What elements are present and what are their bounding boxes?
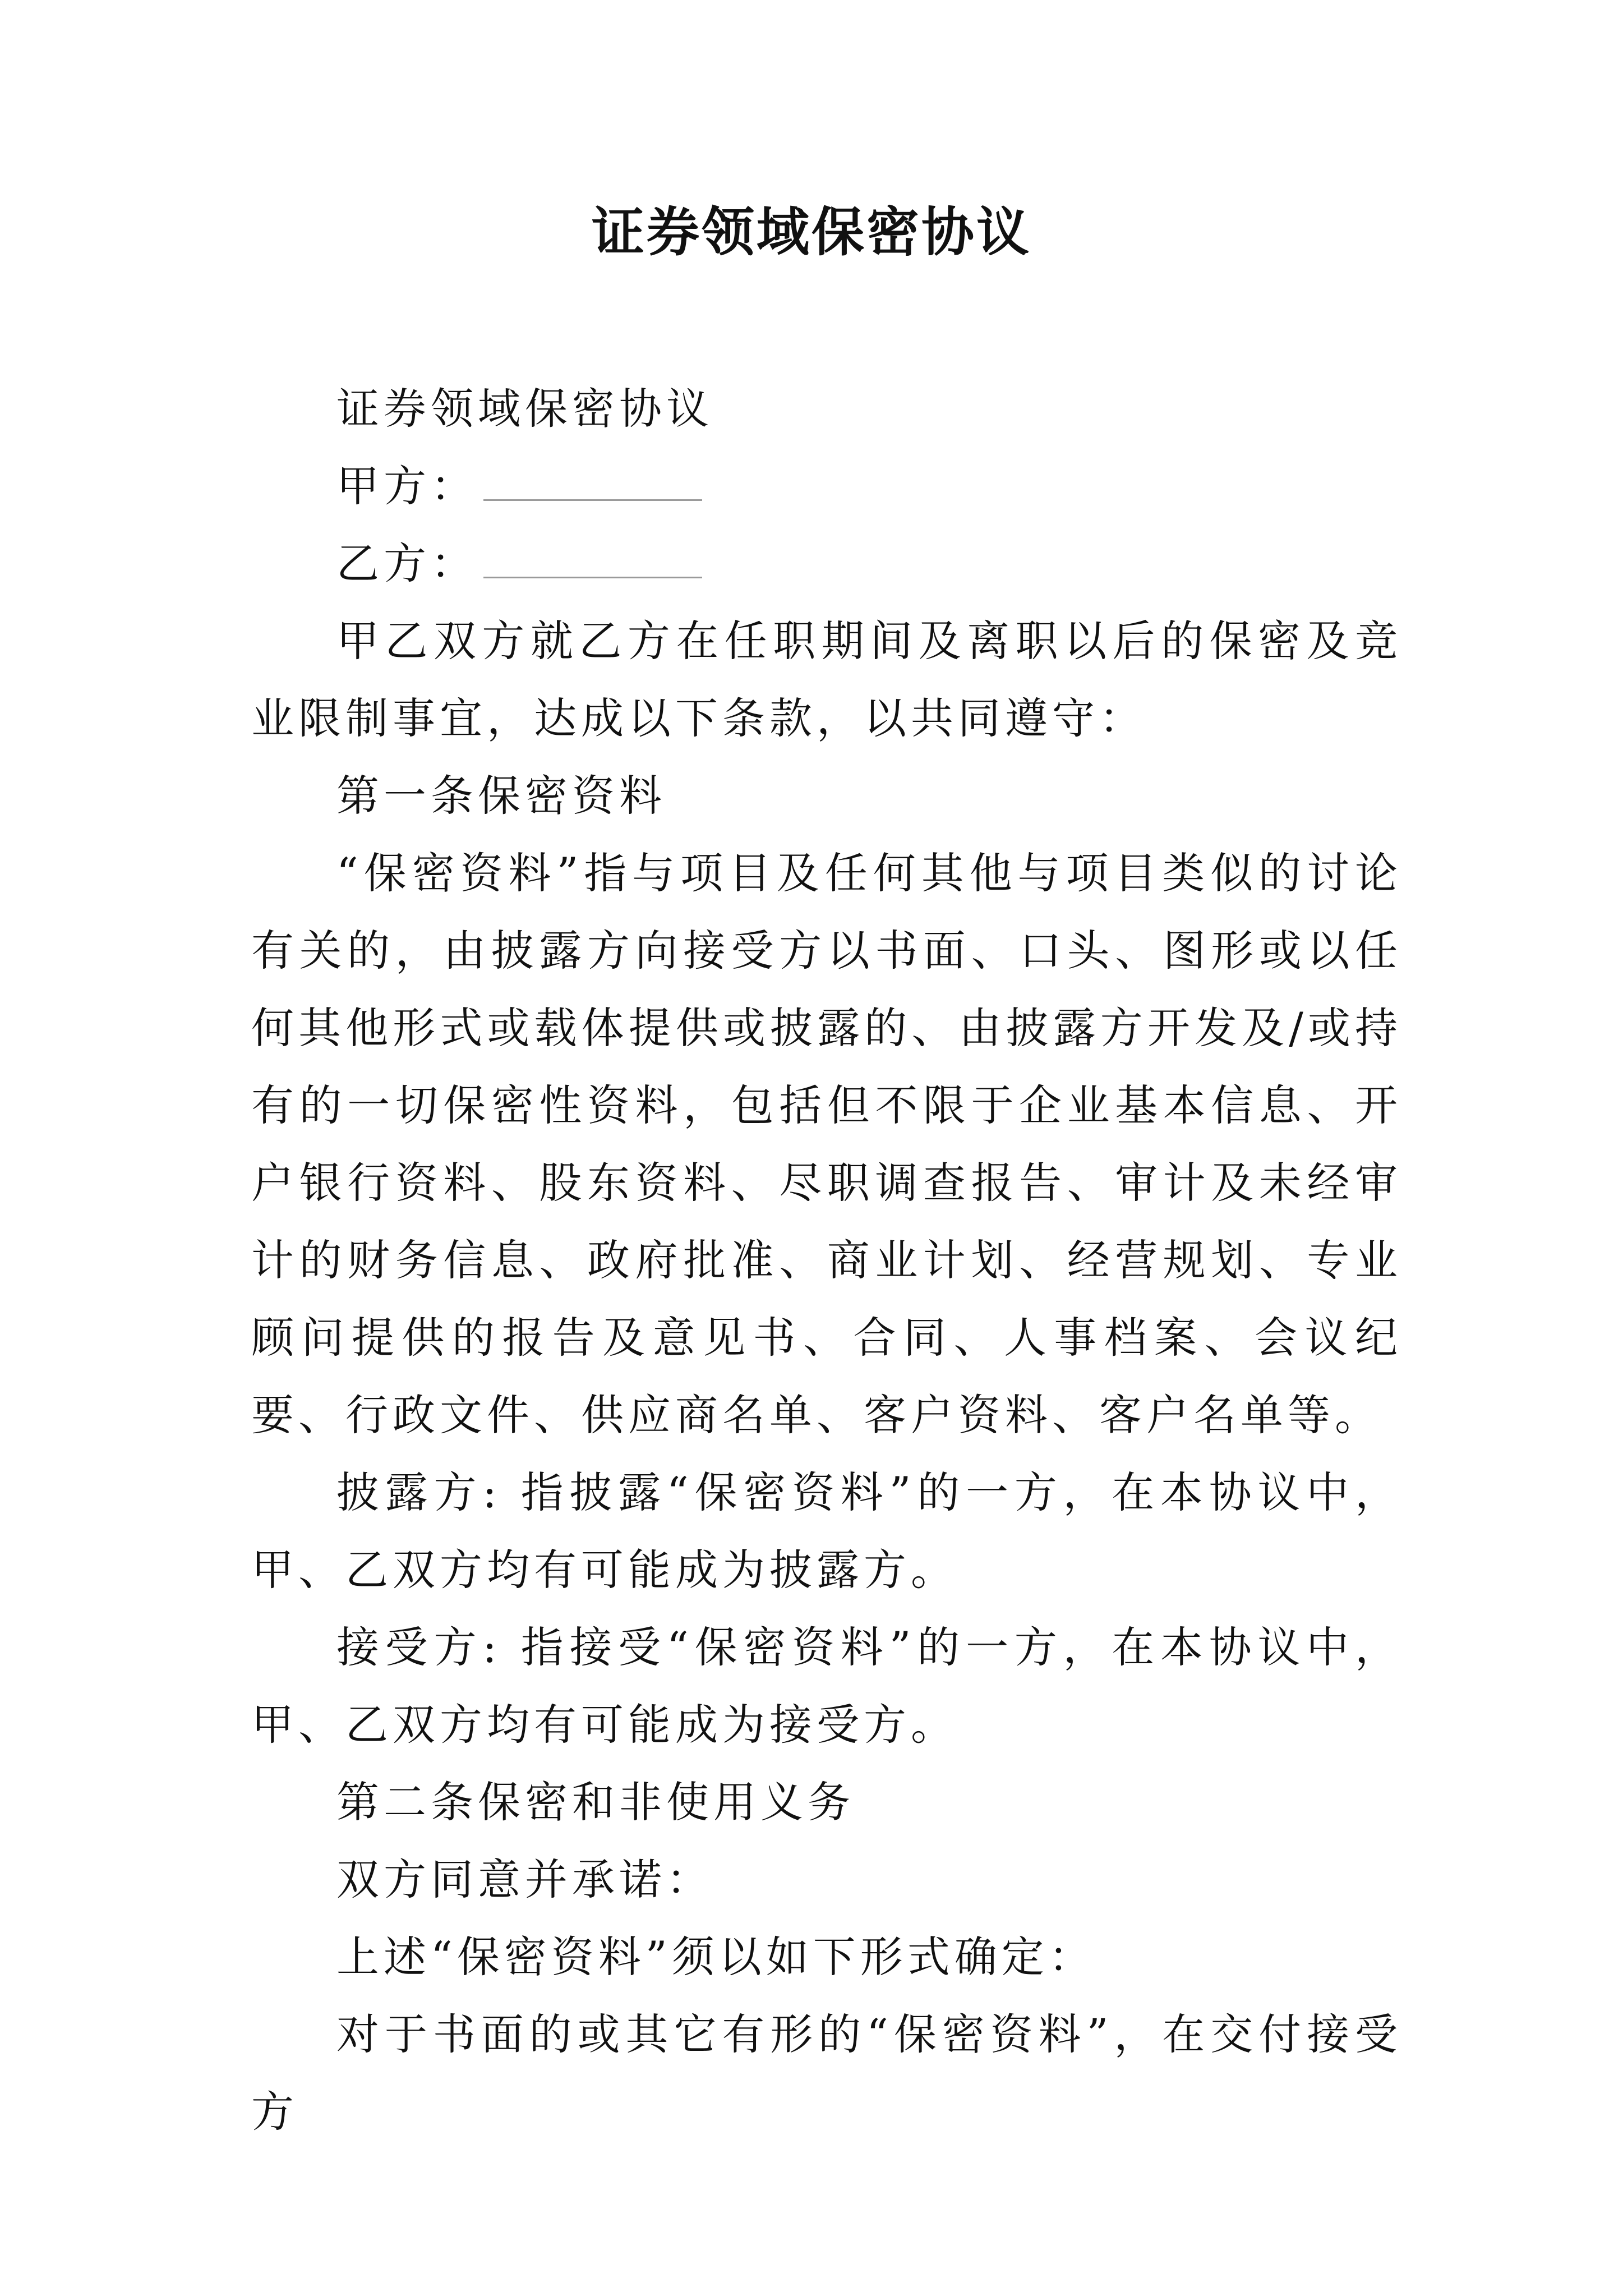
- document-title: 证券领域保密协议: [591, 202, 1031, 263]
- discloser-definition: 披露方: 指披露“保密资料”的一方，在本协议中，甲、乙双方均有可能成为披露方。: [251, 1467, 1402, 1595]
- party-b-line: [251, 525, 1402, 602]
- party-a-line: [251, 448, 1402, 525]
- agreement-line: 双方同意并承诺：: [336, 1855, 713, 1904]
- subtitle-line: 证券领域保密协议: [336, 384, 713, 434]
- confidential-definition: “保密资料”指与项目及任何其他与项目类似的讨论有关的，由披露方向接受方以书面、口头、图形或以任何其他形式或载体提供或披露的、由披露方开发及/或持有的一切保密性资料，包括但不限于企业基本信息、开户银行资料、股东资料、尽职调查报告、审计及未经审计的财务信息、政府批准、商业计划、经营规划、专业顾问提供的报告及意见书、合同、人事档案、会议纪要、行政文件、供应商名单、客户资料、客户名单等。: [251, 848, 1402, 1440]
- forms-line: 上述“保密资料”须以如下形式确定：: [336, 1932, 1096, 1982]
- party-a-blank: [483, 454, 702, 501]
- party-b-blank: [483, 532, 702, 578]
- article-1-heading: 第一条保密资料: [336, 771, 666, 821]
- intro-paragraph: 甲乙双方就乙方在任职期间及离职以后的保密及竞业限制事宜，达成以下条款，以共同遵守：: [251, 616, 1402, 743]
- recipient-definition: 接受方: 指接受“保密资料”的一方，在本协议中，甲、乙双方均有可能成为接受方。: [251, 1622, 1402, 1750]
- document-body: [251, 370, 1402, 2151]
- article-2-heading: 第二条保密和非使用义务: [336, 1777, 855, 1827]
- written-materials-line: 对于书面的或其它有形的“保密资料”，在交付接受方: [251, 2009, 1402, 2137]
- party-a-label: 甲方：: [336, 461, 478, 511]
- party-b-label: 乙方：: [336, 539, 478, 588]
